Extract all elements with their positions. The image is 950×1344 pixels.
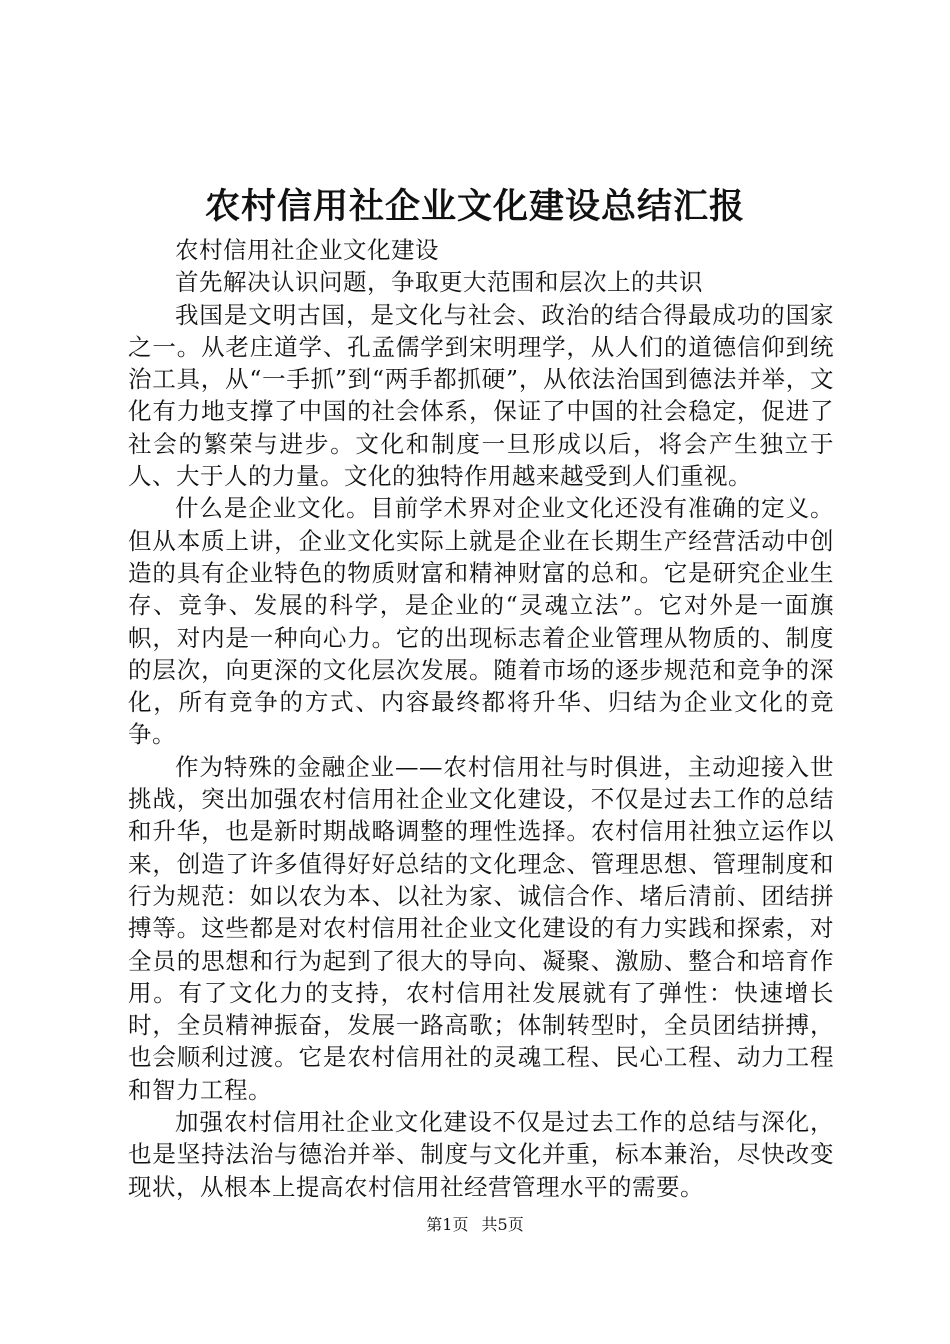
paragraph: 作为特殊的金融企业——农村信用社与时俱进，主动迎接入世挑战，突出加强农村信用社企业文化建设，不仅是过去工作的总结和升华，也是新时期战略调整的理性选择。农村信用社独立运作以来，创造了许多值得好好总结的文化理念、管理思想、管理制度和行为规范：如以农为本、以社为家、诚信合作、堵后清前、团结拼搏等。这些都是对农村信用社企业文化建设的有力实践和探索，对全员的思想和行为起到了很大的导向、凝聚、激励、整合和培育作用。有了文化力的支持，农村信用社发展就有了弹性：快速增长时，全员精神振奋，发展一路高歌；体制转型时，全员团结拼搏，也会顺利过渡。它是农村信用社的灵魂工程、民心工程、动力工程和智力工程。 (128, 752, 834, 1104)
paragraph: 什么是企业文化。目前学术界对企业文化还没有准确的定义。但从本质上讲，企业文化实际上就是企业在长期生产经营活动中创造的具有企业特色的物质财富和精神财富的总和。它是研究企业生存、竞争、发展的科学，是企业的“灵魂立法”。它对外是一面旗帜，对内是一种向心力。它的出现标志着企业管理从物质的、制度的层次，向更深的文化层次发展。随着市场的逐步规范和竞争的深化，所有竞争的方式、内容最终都将升华、归结为企业文化的竞争。 (128, 494, 834, 749)
page-footer (0, 1214, 950, 1236)
page-total: 共5页 (481, 1215, 524, 1234)
document-body (128, 234, 834, 1203)
paragraph-subtitle: 农村信用社企业文化建设 (175, 236, 439, 264)
page-number: 第1页 (426, 1215, 469, 1234)
paragraph: 我国是文明古国，是文化与社会、政治的结合得最成功的国家之一。从老庄道学、孔孟儒学到宋明理学，从人们的道德信仰到统治工具，从“一手抓”到“两手都抓硬”，从依法治国到德法并举，文化有力地支撑了中国的社会体系，保证了中国的社会稳定，促进了社会的繁荣与进步。文化和制度一旦形成以后，将会产生独立于人、大于人的力量。文化的独特作用越来越受到人们重视。 (128, 300, 834, 491)
document-title: 农村信用社企业文化建设总结汇报 (204, 186, 745, 227)
paragraph: 加强农村信用社企业文化建设不仅是过去工作的总结与深化，也是坚持法治与德治并举、制度与文化并重，标本兼治，尽快改变现状，从根本上提高农村信用社经营管理水平的需要。 (128, 1108, 834, 1201)
paragraph-heading: 首先解决认识问题，争取更大范围和层次上的共识 (175, 268, 703, 297)
